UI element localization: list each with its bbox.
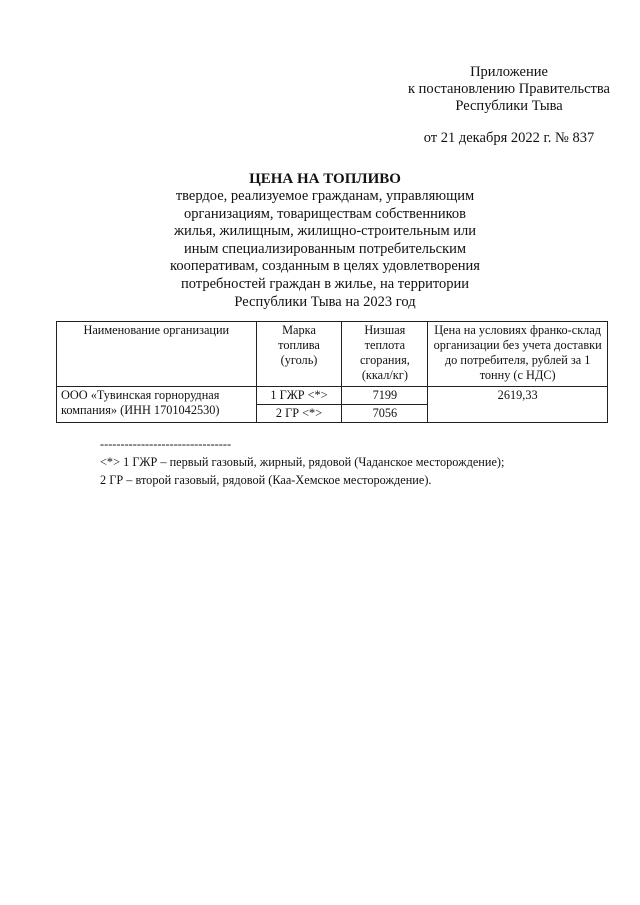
title-line-7: Республики Тыва на 2023 год [234,293,416,310]
heat-cell: 7056 [342,405,428,423]
heat-cell: 7199 [342,387,428,405]
document-title-block [150,170,500,311]
appendix-republic: Республики Тыва [455,98,563,114]
brand-cell: 1 ГЖР <*> [256,387,342,405]
appendix-header [408,64,610,147]
price-table [56,321,608,423]
title-line-5: кооперативам, созданным в целях удовлетворения [170,258,480,275]
header-brand: Марка топлива (уголь) [256,322,342,387]
document-title: ЦЕНА НА ТОПЛИВО [249,171,401,187]
footnote-separator: -------------------------------- [100,437,232,451]
footnotes [100,435,504,489]
header-price: Цена на условиях франко-склад организации без учета доставки до потребителя, рублей за 1 тонну (с НДС) [428,322,608,387]
table-header-row [57,322,608,387]
title-line-6: потребностей граждан в жилье, на территории [180,275,469,292]
appendix-decree: к постановлению Правительства [408,81,610,97]
appendix-label: Приложение [470,64,548,80]
footnote-1: <*> 1 ГЖР – первый газовый, жирный, рядовой (Чаданское месторождение); [100,455,505,469]
table-row [57,387,608,405]
org-name-cell: ООО «Тувинская горнорудная компания» (ИНН 1701042530) [57,387,257,423]
title-line-3: жилья, жилищным, жилищно-строительным или [173,223,477,240]
title-line-1: твердое, реализуемое гражданам, управляющим [175,188,475,204]
title-line-4: иным специализированным потребительским [183,240,467,257]
header-org: Наименование организации [57,322,257,387]
price-cell: 2619,33 [428,387,608,423]
header-heat: Низшая теплота сгорания, (ккал/кг) [342,322,428,387]
brand-cell: 2 ГР <*> [256,405,342,423]
footnote-2: 2 ГР – второй газовый, рядовой (Каа-Хемское месторождение). [100,473,432,487]
title-line-2: организациям, товариществам собственников [183,205,467,222]
appendix-date: от 21 декабря 2022 г. № 837 [423,130,595,146]
